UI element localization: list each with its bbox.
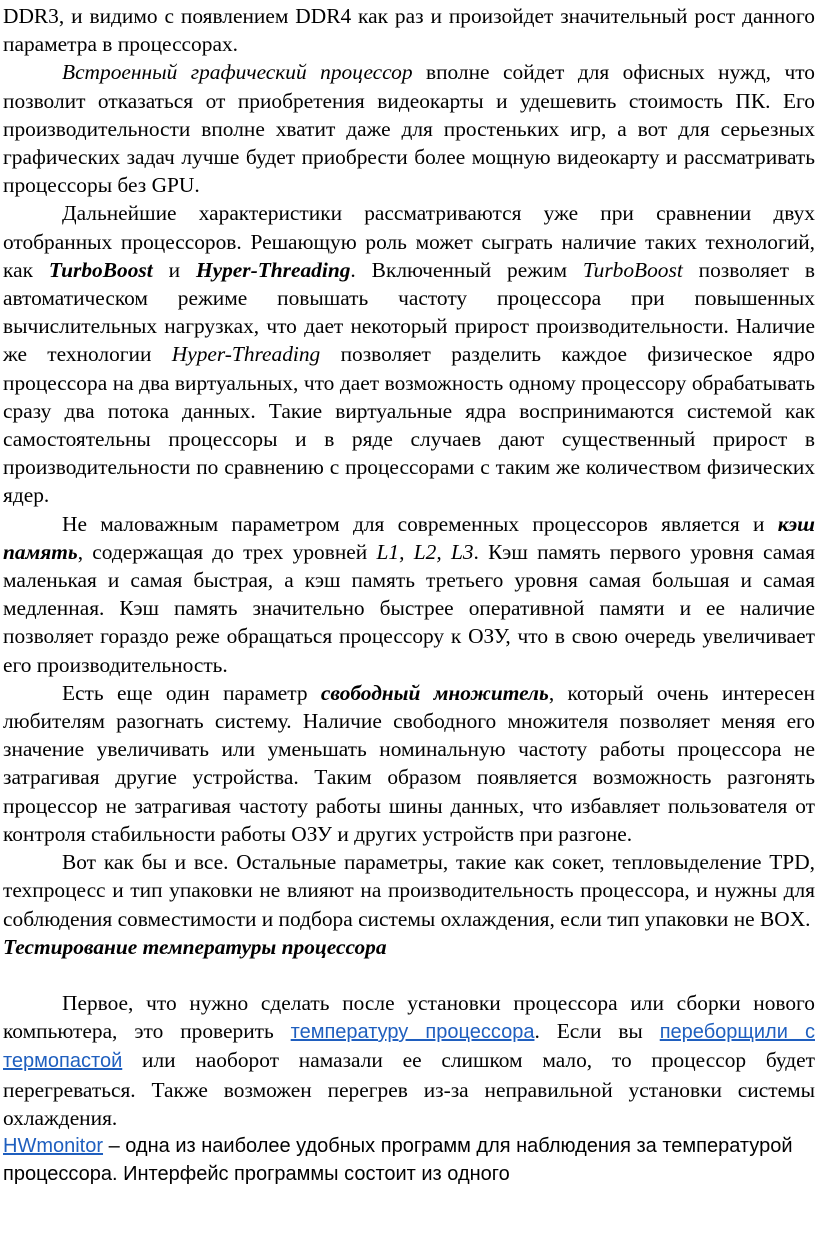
paragraph-integrated-gpu: Встроенный графический процессор вполне сойдет для офисных нужд, что позволит отказаться от приобретения видеокарты и удешевить стоимость ПК. Его производительности вполне хватит даже для простеньких игр, а вот для серьезных графических задач лучше будет приобрести более мощную видеокарту и рассматривать процессоры без GPU. bbox=[3, 60, 815, 198]
paragraph-multiplier: Есть еще один параметр свободный множитель, который очень интересен любителям разогнать систему. Наличие свободного множителя позволяет меняя его значение увеличивать или уменьшать номинальную частоту работы процессора не затрагивая другие устройства. Таким образом появляется возможность разгонять процессор не затрагивая частоту работы шины данных, что избавляет пользователя от контроля стабильности работы ОЗУ и других устройств при разгоне. bbox=[3, 680, 816, 846]
term-cache-memory: кэш память bbox=[3, 511, 815, 564]
link-hwmonitor[interactable]: HWmonitor bbox=[3, 1134, 104, 1157]
term-hyper-threading-italic: Hyper-Threading bbox=[171, 342, 321, 367]
paragraph-other-parameters: Вот как бы и все. Остальные параметры, такие как сокет, тепловыделение TPD, техпроцесс и тип упаковки не влияют на производительность процессора, и нужны для соблюдения совместимости и подбора системы охлаждения, если тип упаковки не BOX. bbox=[3, 850, 815, 931]
paragraph-technologies: Дальнейшие характеристики рассматриваются уже при сравнении двух отобранных процессоров. Решающую роль может сыграть наличие таких технологий, как TurboBoost и Hyper-Threading. Включенный режим TurboBoost позволяет в автоматическом режиме повышать частоту процессора при повышенных вычислительных нагрузках, что дает некоторый прирост производительности. Наличие же технологии Hyper-Threading позволяет разделить каждое физическое ядро процессора на два виртуальных, что дает возможность одному процессору обрабатывать сразу два потока данных. Такие виртуальные ядра воспринимаются системой как самостоятельны процессоры и в ряде случаев дают существенный прирост в производительности по сравнению с процессорами с таким же количеством физических ядер. bbox=[3, 201, 816, 508]
term-turboboost-italic: TurboBoost bbox=[582, 257, 683, 282]
paragraph-cache: Не маловажным параметром для современных процессоров является и кэш память, содержащая до трех уровней L1, L2, L3. Кэш память первого уровня самая маленькая и самая быстрая, а кэш память третьего уровня самая большая и самая медленная. Кэш память значительно быстрее оперативной памяти и ее наличие позволяет гораздо реже обращаться процессору к ОЗУ, что в свою очередь увеличивает его производительность. bbox=[3, 511, 815, 677]
paragraph-hwmonitor: HWmonitor – одна из наиболее удобных программ для наблюдения за температурой процессора. Интерфейс программы состоит из одного bbox=[3, 1134, 793, 1186]
term-integrated-gpu: Встроенный графический процессор bbox=[62, 60, 413, 85]
term-cache-levels: L1, L2, L3 bbox=[376, 539, 474, 564]
term-turboboost: TurboBoost bbox=[48, 257, 153, 282]
term-hyper-threading: Hyper-Threading bbox=[195, 257, 351, 282]
term-free-multiplier: свободный множитель bbox=[320, 680, 549, 705]
paragraph-temperature-check: Первое, что нужно сделать после установки процессора или сборки нового компьютера, это проверить температуру процессора. Если вы переборщили с термопастой или наоборот намазали ее слишком мало, то процессор будет перегреваться. Также возможен перегрев из-за неправильной установки системы охлаждения. bbox=[3, 990, 815, 1130]
paragraph-ddr: DDR3, и видимо с появлением DDR4 как раз и произойдет значительный рост данного параметра в процессорах. bbox=[3, 4, 815, 57]
section-heading: Тестирование температуры процессора bbox=[3, 934, 387, 959]
link-cpu-temperature[interactable]: температуру процессора bbox=[290, 1021, 535, 1044]
link-thermal-paste[interactable]: переборщили с термопастой bbox=[3, 1021, 815, 1073]
